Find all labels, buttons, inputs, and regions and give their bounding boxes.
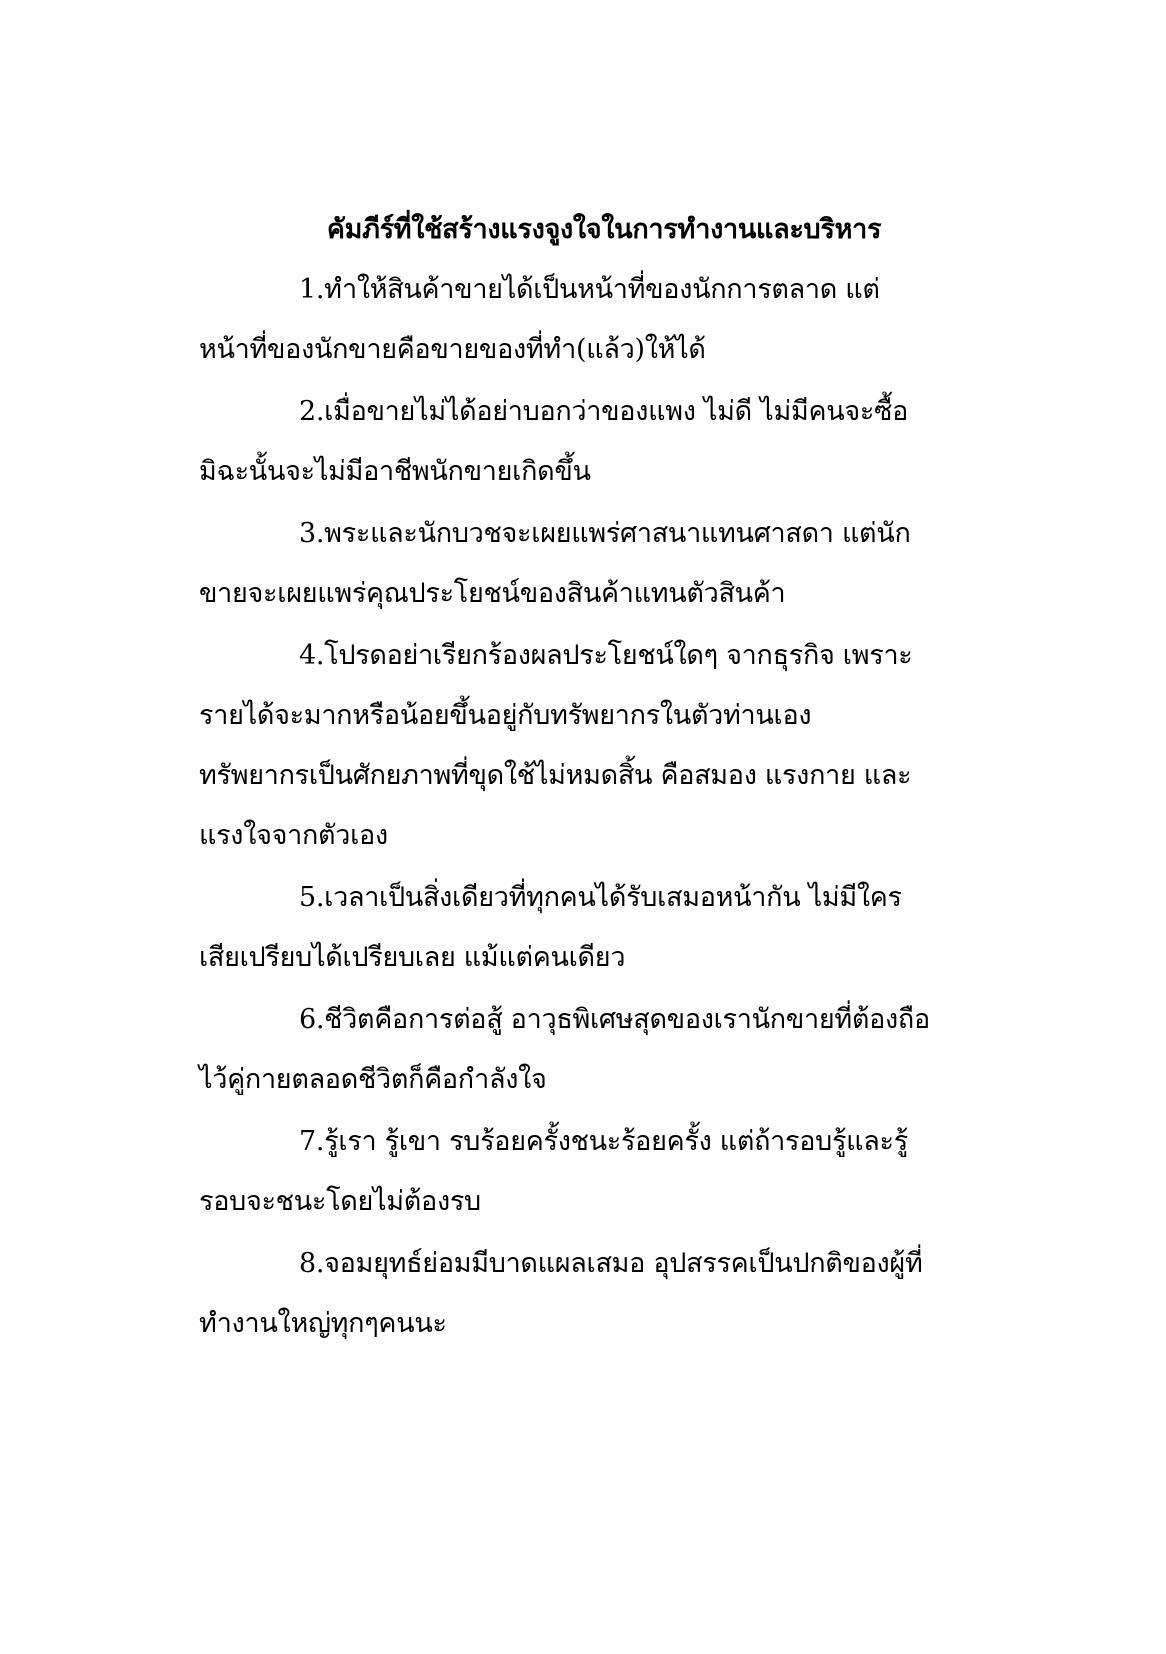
list-item (199, 260, 969, 380)
list-item (199, 868, 969, 988)
item-line: 6.ชีวิตคือการต่อสู้ อาวุธพิเศษสุดของเรานักขายที่ต้องถือ (299, 1004, 930, 1035)
item-line: 3.พระและนักบวชจะเผยแพร่ศาสนาแทนศาสดา แต่นัก (299, 518, 911, 549)
item-line: รอบจะชนะโดยไม่ต้องรบ (199, 1186, 481, 1217)
item-line: เสียเปรียบได้เปรียบเลย แม้แต่คนเดียว (199, 942, 626, 973)
item-line: หน้าที่ของนักขายคือขายของที่ทำ(แล้ว)ให้ได้ (199, 334, 706, 365)
item-line: 8.จอมยุทธ์ย่อมมีบาดแผลเสมอ อุปสรรคเป็นปกติของผู้ที่ (299, 1248, 923, 1279)
item-line: ขายจะเผยแพร่คุณประโยชน์ของสินค้าแทนตัวสินค้า (199, 578, 786, 609)
item-line: ทรัพยากรเป็นศักยภาพที่ขุดใช้ไม่หมดสิ้น คือสมอง แรงกาย และ (199, 760, 912, 791)
item-line: 5.เวลาเป็นสิ่งเดียวที่ทุกคนได้รับเสมอหน้ากัน ไม่มีใคร (299, 882, 902, 913)
list-item (199, 1234, 969, 1354)
item-line: ทำงานใหญ่ทุกๆคนนะ (199, 1308, 447, 1339)
item-line: ไว้คู่กายตลอดชีวิตก็คือกำลังใจ (199, 1064, 547, 1095)
item-line: 4.โปรดอย่าเรียกร้องผลประโยชน์ใดๆ จากธุรกิจ เพราะ (299, 640, 913, 671)
item-line: 7.รู้เรา รู้เขา รบร้อยครั้งชนะร้อยครั้ง แต่ถ้ารอบรู้และรู้ (299, 1126, 908, 1157)
list-item (199, 504, 969, 624)
list-item (199, 1112, 969, 1232)
list-item (199, 990, 969, 1110)
item-line: รายได้จะมากหรือน้อยขึ้นอยู่กับทรัพยากรในตัวท่านเอง (199, 700, 812, 731)
list-item (199, 626, 969, 866)
item-line: 1.ทำให้สินค้าขายได้เป็นหน้าที่ของนักการตลาด แต่ (299, 274, 880, 305)
item-line: มิฉะนั้นจะไม่มีอาชีพนักขายเกิดขึ้น (199, 456, 591, 487)
document-body (199, 200, 969, 1356)
list-item (199, 382, 969, 502)
item-line: แรงใจจากตัวเอง (199, 820, 388, 851)
document-title: คัมภีร์ที่ใช้สร้างแรงจูงใจในการทำงานและบริหาร (326, 214, 882, 245)
item-line: 2.เมื่อขายไม่ได้อย่าบอกว่าของแพง ไม่ดี ไม่มีคนจะซื้อ (299, 396, 909, 427)
